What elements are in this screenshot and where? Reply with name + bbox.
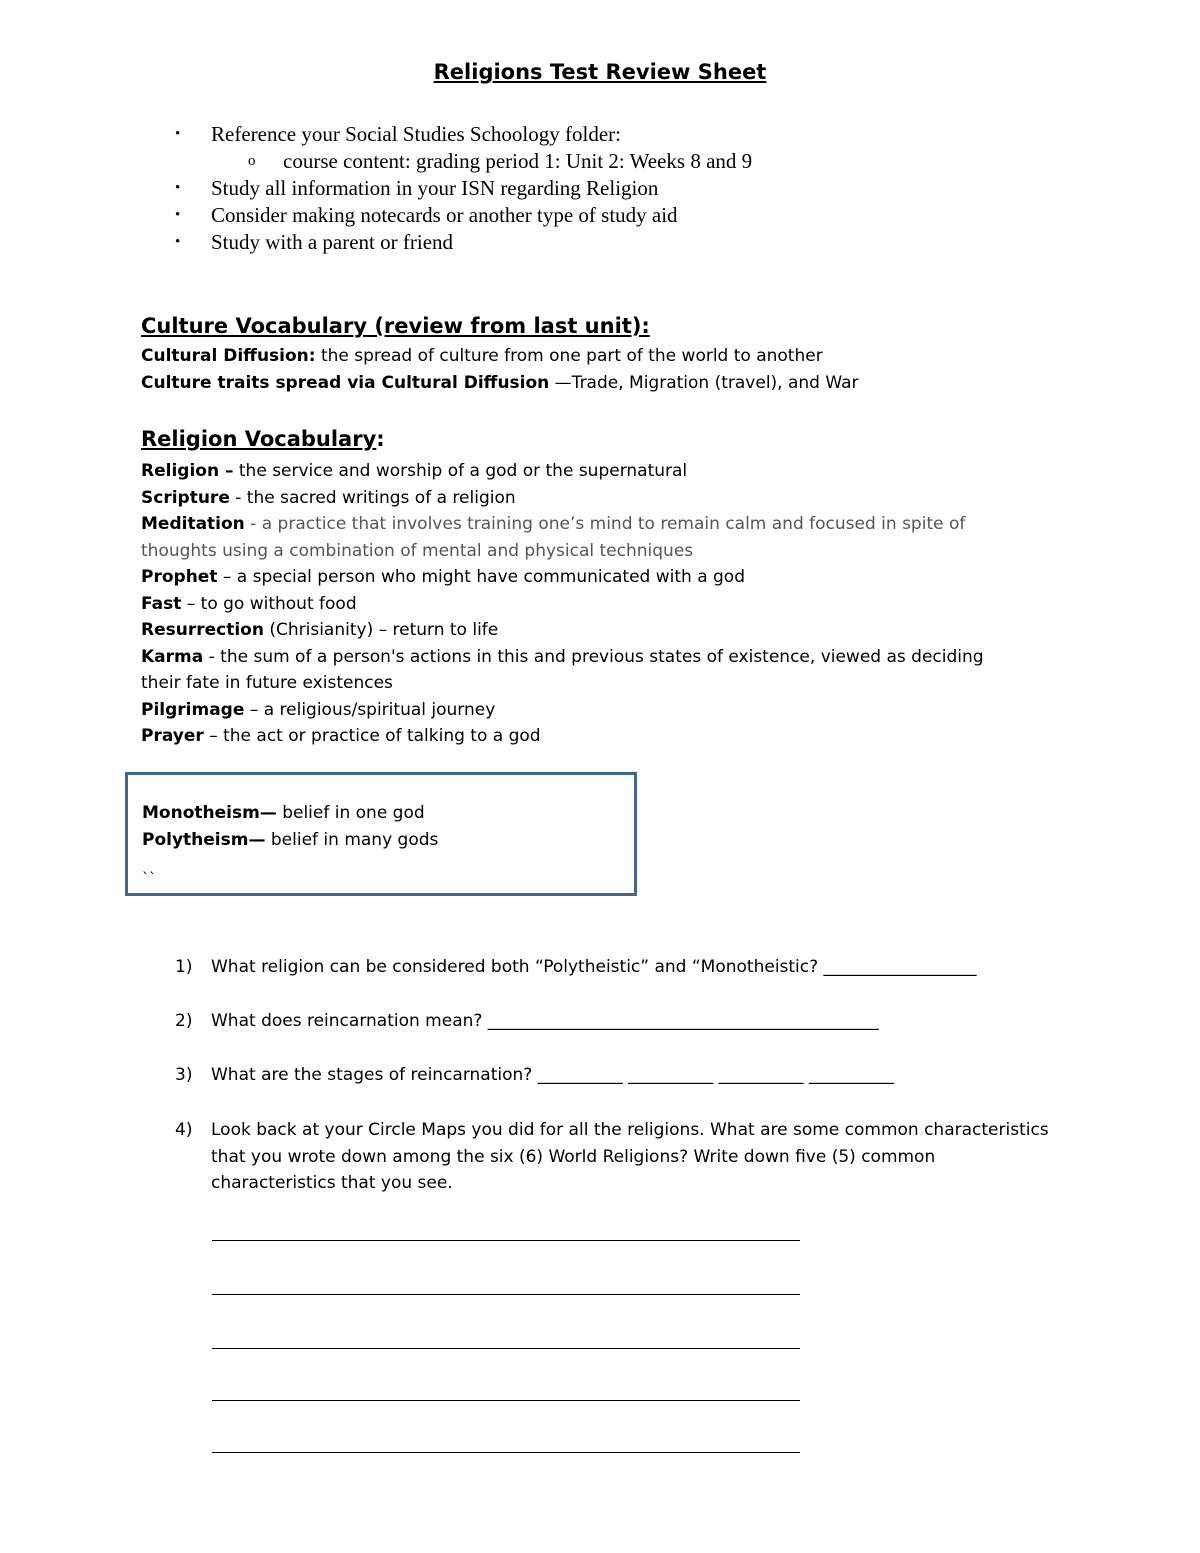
bullet-icon: •	[175, 234, 181, 250]
vocab-term: Culture traits spread via Cultural Diffusion	[141, 373, 550, 393]
bullet-icon: •	[175, 180, 181, 196]
bullet-icon: •	[175, 126, 181, 142]
religion-vocabulary-list	[141, 458, 984, 750]
vocab-entry-prayer: Prayer – the act or practice of talking to a god	[141, 726, 541, 746]
vocab-entry-polytheism: Polytheism— belief in many gods	[142, 830, 439, 850]
religion-vocabulary-heading: Religion Vocabulary:	[141, 427, 385, 451]
question-text: What does reincarnation mean? ______________________________________________	[211, 1011, 879, 1031]
vocab-term: Cultural Diffusion:	[141, 346, 316, 366]
vocab-definition: —Trade, Migration (travel), and War	[549, 373, 859, 393]
question-number: 2)	[175, 1011, 193, 1031]
vocab-entry-culture-traits	[141, 373, 859, 393]
vocab-entry-cultural-diffusion	[141, 346, 823, 366]
vocab-entry-scripture: Scripture - the sacred writings of a religion	[141, 487, 516, 508]
vocab-entry-prophet: Prophet – a special person who might have communicated with a god	[141, 567, 745, 587]
answer-line	[212, 1348, 800, 1349]
vocab-entry-religion: Religion – the service and worship of a god or the supernatural	[141, 461, 688, 481]
answer-line	[212, 1240, 800, 1241]
document-page: Religions Test Review Sheet • Reference your Social Studies Schoology folder: o course content: grading period 1: Unit 2: Weeks 8 and 9 • Study all information in your ISN regarding Religion • Consider making notecards or another type of study aid • Study with a parent or friend Culture Vocabulary (review from last unit): Cultural Diffusion: the spread of culture from one part of the world to another Culture traits spread via Cultural Diffusion —Trade, Migration (travel), and War Religion Vocabulary: Religion – the service and worship of a god or the supernatural Scripture - the sacred writings of a religion Meditation - a practice that involves training one’s mind to remain calm and focused in spite of thoughts using a combination of mental and physical techniques Prophet – a special person who might have communicated with a god Fast – to go without food Resurrection (Chrisianity) – return to life Karma - the sum of a person's actions in this and previous states of existence, viewed as deciding their fate in future existences Pilgrimage – a religious/spiritual journey Prayer – the act or practice of talking to a god Monotheism— belief in one god Polytheism— belief in many gods `` 1) What religion can be considered both “Polytheistic” and “Monotheistic? __________________ 2) What does reincarnation mean? ______________________________________________ 3) What are the stages of reincarnation? __________ __________ __________ __________ 4) Look back at your Circle Maps you did for all the religions. What are some common characteristics that you wrote down among the six (6) World Religions? Write down five (5) common characteristics that you see.	[0, 0, 1200, 1553]
theism-definitions-box	[125, 772, 637, 896]
question-number: 3)	[175, 1065, 193, 1085]
question-4-text: Look back at your Circle Maps you did for all the religions. What are some common characteristics that you wrote down among the six (6) World Religions? Write down five (5) common characteristics that you see.	[211, 1120, 1049, 1193]
question-number: 1)	[175, 957, 193, 977]
vocab-definition: the spread of culture from one part of the world to another	[315, 346, 823, 366]
answer-line	[212, 1452, 800, 1453]
vocab-entry-fast: Fast – to go without food	[141, 593, 357, 614]
answer-line	[212, 1400, 800, 1401]
question-number: 4)	[175, 1120, 193, 1140]
answer-line	[212, 1294, 800, 1295]
vocab-entry-meditation: Meditation - a practice that involves training one’s mind to remain calm and focused in spite of	[141, 514, 966, 534]
question-text: What religion can be considered both “Polytheistic” and “Monotheistic? __________________	[211, 957, 977, 977]
sub-bullet-icon: o	[248, 153, 256, 169]
vocab-entry-monotheism: Monotheism— belief in one god	[142, 803, 425, 823]
question-text: What are the stages of reincarnation? __________ __________ __________ __________	[211, 1065, 894, 1085]
stray-marks: ``	[142, 871, 156, 887]
page-title: Religions Test Review Sheet	[433, 60, 767, 84]
bullet-icon: •	[175, 207, 181, 223]
vocab-entry-pilgrimage: Pilgrimage – a religious/spiritual journey	[141, 699, 496, 720]
culture-vocabulary-heading: Culture Vocabulary (review from last unit):	[141, 314, 650, 338]
vocab-entry-karma: Karma - the sum of a person's actions in this and previous states of existence, viewed as deciding	[141, 646, 984, 667]
vocab-entry-resurrection: Resurrection (Chrisianity) – return to life	[141, 620, 499, 640]
vocab-entry-karma-cont: their fate in future existences	[141, 673, 393, 693]
vocab-entry-meditation-cont: thoughts using a combination of mental and physical techniques	[141, 540, 694, 561]
